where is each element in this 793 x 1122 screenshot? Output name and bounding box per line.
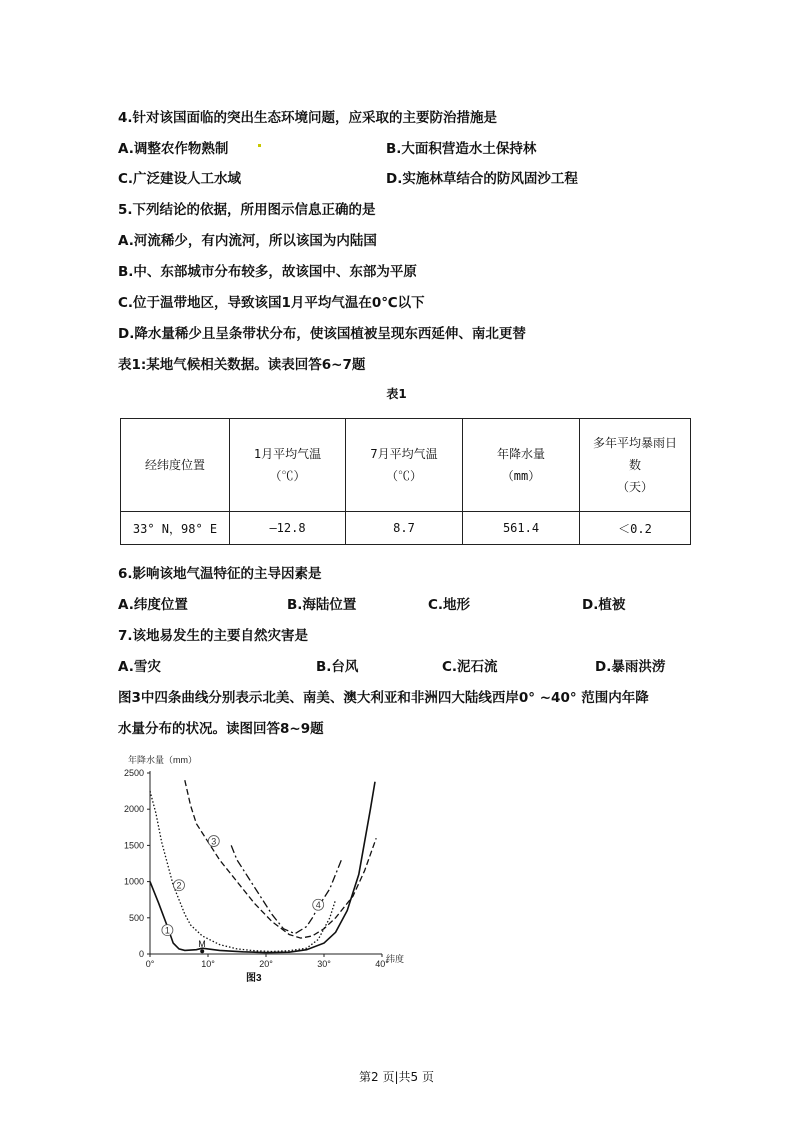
table-cell: 561.4 xyxy=(463,512,580,545)
q5-option-b: B.中、东部城市分布较多，故该国中、东部为平原 xyxy=(118,264,417,280)
y-tick-label: 2000 xyxy=(123,804,144,815)
climate-table xyxy=(120,418,691,545)
x-axis-label: 纬度 xyxy=(386,954,405,964)
q4-option-c: C.广泛建设人工水域 xyxy=(118,171,242,187)
series-label-3: 3 xyxy=(211,836,217,847)
figure-intro-line-1: 图3中四条曲线分别表示北美、南美、澳大利亚和非洲四大陆线西岸0° ~40° 范围内年降 xyxy=(118,690,649,706)
table-header-cell: 年降水量 （mm） xyxy=(463,419,580,512)
table-cell: ＜0.2 xyxy=(580,512,691,545)
figure-caption: 图3 xyxy=(246,973,262,984)
table-intro: 表1:某地气候相关数据。读表回答6~7题 xyxy=(118,357,366,373)
q6-option-a: A.纬度位置 xyxy=(118,597,188,613)
q4-option-a: A.调整农作物熟制 xyxy=(118,141,229,157)
table-header-cell: 多年平均暴雨日 数 （天） xyxy=(580,419,691,512)
table-cell: —12.8 xyxy=(230,512,346,545)
q5-option-c: C.位于温带地区，导致该国1月平均气温在0℃以下 xyxy=(118,295,425,311)
table-header-cell: 经纬度位置 xyxy=(121,419,230,512)
q6-stem: 6.影响该地气温特征的主导因素是 xyxy=(118,566,322,582)
q5-option-d: D.降水量稀少且呈条带状分布，使该国植被呈现东西延伸、南北更替 xyxy=(118,326,526,342)
q6-option-b: B.海陆位置 xyxy=(287,597,357,613)
x-tick-label: 20° xyxy=(259,959,273,969)
x-tick-label: 0° xyxy=(145,959,155,969)
table-cell: 33° N，98° E xyxy=(121,512,230,545)
q7-option-c: C.泥石流 xyxy=(442,659,498,675)
q7-option-b: B.台风 xyxy=(316,659,359,675)
stray-dot xyxy=(258,144,261,147)
series-line-1 xyxy=(150,782,375,953)
y-tick-label: 1000 xyxy=(123,876,144,887)
y-axis-label: 年降水量（mm） xyxy=(128,755,197,765)
precipitation-chart xyxy=(108,748,405,986)
y-tick-label: 500 xyxy=(128,912,144,923)
q7-option-a: A.雪灾 xyxy=(118,659,161,675)
table-row xyxy=(121,512,691,545)
point-m-marker xyxy=(200,949,204,953)
y-tick-label: 2500 xyxy=(123,768,144,778)
q7-option-d: D.暴雨洪涝 xyxy=(595,659,666,675)
q6-option-d: D.植被 xyxy=(582,597,626,613)
y-tick-label: 0 xyxy=(138,949,144,959)
series-label-2: 2 xyxy=(176,880,182,891)
figure-intro-line-2: 水量分布的状况。读图回答8~9题 xyxy=(118,721,324,737)
q4-option-d: D.实施林草结合的防风固沙工程 xyxy=(386,171,578,187)
q6-option-c: C.地形 xyxy=(428,597,471,613)
series-label-4: 4 xyxy=(315,899,321,910)
series-line-4 xyxy=(231,845,341,933)
table-header-cell: 1月平均气温 （℃） xyxy=(230,419,346,512)
x-tick-label: 40° xyxy=(375,959,389,969)
q7-stem: 7.该地易发生的主要自然灾害是 xyxy=(118,628,309,644)
q5-option-a: A.河流稀少，有内流河，所以该国为内陆国 xyxy=(118,233,377,249)
series-label-1: 1 xyxy=(164,925,170,936)
table-caption: 表1 xyxy=(386,387,407,401)
page-footer: 第2 页|共5 页 xyxy=(359,1070,434,1084)
table-cell: 8.7 xyxy=(346,512,463,545)
table-header-row xyxy=(121,419,691,512)
series-line-2 xyxy=(150,791,336,951)
table-header-cell: 7月平均气温 （℃） xyxy=(346,419,463,512)
series-line-3 xyxy=(185,780,376,938)
q4-stem: 4.针对该国面临的突出生态环境问题，应采取的主要防治措施是 xyxy=(118,110,498,126)
x-tick-label: 30° xyxy=(317,959,331,969)
y-tick-label: 1500 xyxy=(123,840,144,851)
x-tick-label: 10° xyxy=(201,959,215,969)
point-m-label: M xyxy=(198,939,206,950)
q5-stem: 5.下列结论的依据，所用图示信息正确的是 xyxy=(118,202,376,218)
q4-option-b: B.大面积营造水土保持林 xyxy=(386,141,537,157)
